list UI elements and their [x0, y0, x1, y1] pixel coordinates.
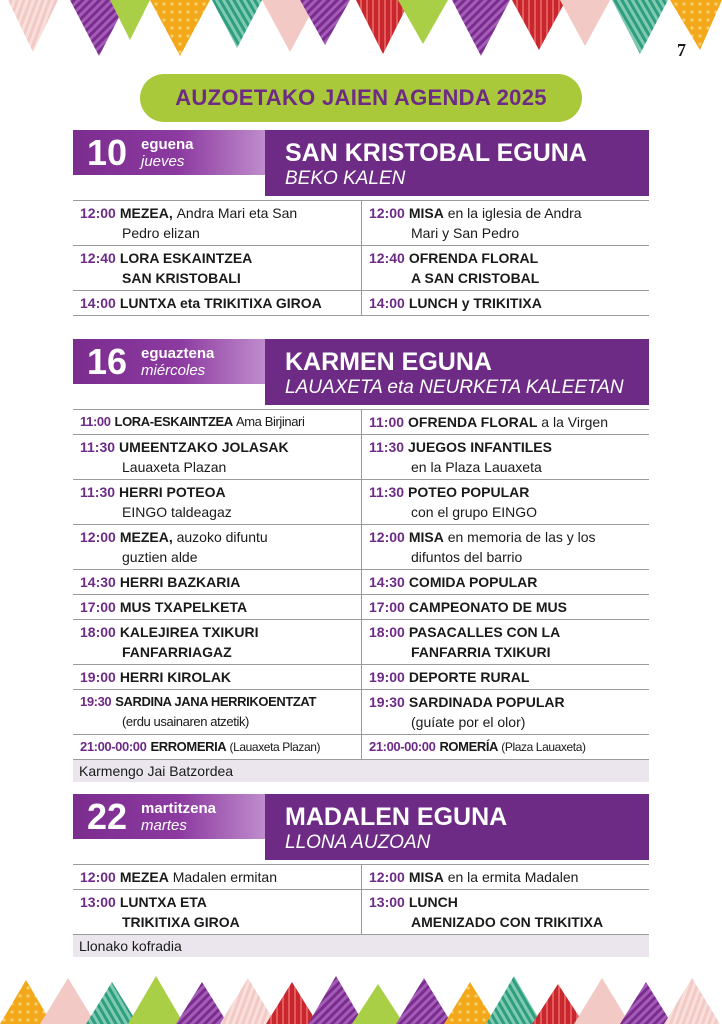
event-name-continued: FANFARRIAGAZ	[122, 644, 232, 660]
event-time: 12:40	[80, 250, 116, 266]
event-description: a la Virgen	[541, 414, 608, 430]
event-name: MISA	[408, 529, 444, 545]
event-time: 12:00	[80, 529, 116, 545]
event-description: Madalen ermitan	[172, 869, 277, 885]
table-row	[73, 690, 649, 735]
event-name: HERRI BAZKARIA	[119, 574, 241, 590]
day-header	[73, 794, 649, 860]
table-row	[73, 620, 649, 665]
event-name: ERROMERIA	[150, 739, 227, 754]
event-name-continued: FANFARRIA TXIKURI	[411, 644, 551, 660]
agenda-title: AUZOETAKO JAIEN AGENDA 2025	[140, 74, 582, 122]
page-number: 7	[677, 40, 686, 60]
day-header	[73, 339, 649, 405]
event-time: 12:00	[369, 869, 405, 885]
spanish-entry	[361, 595, 649, 619]
event-name: OFRENDA FLORAL	[408, 250, 539, 266]
basque-entry	[73, 246, 361, 290]
day-title-block	[265, 339, 649, 405]
event-name-continued: A SAN CRISTOBAL	[411, 270, 540, 286]
event-description: Ama Birjinari	[235, 414, 305, 429]
event-name: MEZEA	[119, 869, 169, 885]
spanish-entry	[361, 890, 649, 934]
day-badge	[73, 130, 265, 175]
spanish-entry	[361, 570, 649, 594]
spanish-entry	[361, 690, 649, 734]
event-time: 18:00	[80, 624, 116, 640]
basque-entry	[73, 865, 361, 889]
event-description-continued: Lauaxeta Plazan	[122, 459, 227, 475]
basque-entry	[73, 620, 361, 664]
day-title: MADALEN EGUNA	[285, 803, 508, 831]
event-time: 19:00	[80, 669, 116, 685]
event-time: 18:00	[369, 624, 405, 640]
event-time: 11:30	[369, 484, 405, 500]
event-time: 19:00	[369, 669, 405, 685]
event-name: MEZEA,	[119, 205, 173, 221]
basque-entry	[73, 690, 361, 734]
event-time: 13:00	[369, 894, 405, 910]
event-time: 17:00	[369, 599, 405, 615]
day-subtitle: LAUAXETA eta NEURKETA KALEETAN	[285, 377, 624, 398]
event-name: JUEGOS INFANTILES	[408, 439, 552, 455]
table-row	[73, 735, 649, 760]
spanish-entry	[361, 620, 649, 664]
day-subtitle: BEKO KALEN	[285, 168, 406, 189]
event-time: 11:30	[80, 484, 116, 500]
table-row	[73, 890, 649, 935]
day-section-16	[73, 339, 649, 782]
event-description: en memoria de las y los	[447, 529, 596, 545]
event-name: MEZEA,	[119, 529, 173, 545]
table-row	[73, 480, 649, 525]
event-description-continued: Pedro elizan	[122, 225, 200, 241]
event-time: 14:00	[369, 295, 405, 311]
event-description-continued: Mari y San Pedro	[411, 225, 520, 241]
weekday-basque: eguena	[141, 135, 194, 153]
event-time: 19:30	[80, 694, 112, 709]
table-row	[73, 595, 649, 620]
table-row	[73, 291, 649, 316]
event-name: LUNTXA ETA	[119, 894, 207, 910]
event-time: 14:00	[80, 295, 116, 311]
event-time: 12:00	[80, 869, 116, 885]
event-description-continued: (guíate por el olor)	[411, 714, 526, 730]
event-name: UMEENTZAKO JOLASAK	[119, 439, 289, 455]
event-name-continued: AMENIZADO CON TRIKITIXA	[411, 914, 604, 930]
event-description: Andra Mari eta San	[176, 205, 298, 221]
day-title: KARMEN EGUNA	[285, 348, 492, 376]
event-name: MISA	[408, 205, 444, 221]
event-time: 17:00	[80, 599, 116, 615]
event-time: 14:30	[369, 574, 405, 590]
event-description-continued: EINGO taldeagaz	[122, 504, 232, 520]
day-title: SAN KRISTOBAL EGUNA	[285, 139, 587, 167]
event-description-continued: con el grupo EINGO	[411, 504, 538, 520]
event-name: LUNCH	[408, 894, 458, 910]
schedule-table	[73, 409, 649, 760]
weekday-basque: martitzena	[141, 799, 217, 817]
event-name: COMIDA POPULAR	[408, 574, 538, 590]
event-time: 14:30	[80, 574, 116, 590]
bunting-decoration-top	[0, 0, 722, 60]
event-time: 11:30	[80, 439, 116, 455]
spanish-entry	[361, 865, 649, 889]
spanish-entry	[361, 480, 649, 524]
organizer-label: Karmengo Jai Batzordea	[73, 760, 649, 782]
basque-entry	[73, 525, 361, 569]
basque-entry	[73, 735, 361, 759]
day-subtitle: LLONA AUZOAN	[285, 832, 431, 853]
event-name: DEPORTE RURAL	[408, 669, 530, 685]
spanish-entry	[361, 665, 649, 689]
bunting-decoration-bottom	[0, 976, 722, 1024]
event-description: en la ermita Madalen	[447, 869, 579, 885]
spanish-entry	[361, 435, 649, 479]
event-name: CAMPEONATO DE MUS	[408, 599, 567, 615]
table-row	[73, 665, 649, 690]
spanish-entry	[361, 410, 649, 434]
spanish-entry	[361, 201, 649, 245]
event-description-continued: difuntos del barrio	[411, 549, 523, 565]
event-name: SARDINA JANA HERRIKOENTZAT	[115, 694, 316, 709]
basque-entry	[73, 570, 361, 594]
day-badge	[73, 339, 265, 384]
event-name: MISA	[408, 869, 444, 885]
event-location: (Plaza Lauaxeta)	[501, 740, 586, 754]
schedule-table	[73, 864, 649, 935]
event-name: KALEJIREA TXIKURI	[119, 624, 259, 640]
basque-entry	[73, 890, 361, 934]
day-number: 16	[86, 340, 128, 382]
event-name: ROMERÍA	[439, 739, 499, 754]
spanish-entry	[361, 246, 649, 290]
event-time: 21:00-00:00	[80, 739, 147, 754]
day-title-block	[265, 794, 649, 860]
event-time: 19:30	[369, 694, 405, 710]
basque-entry	[73, 201, 361, 245]
event-name-continued: TRIKITIXA GIROA	[122, 914, 240, 930]
schedule-table	[73, 200, 649, 316]
basque-entry	[73, 480, 361, 524]
spanish-entry	[361, 525, 649, 569]
event-name: PASACALLES CON LA	[408, 624, 561, 640]
day-number: 10	[86, 131, 128, 173]
event-description: auzoko difuntu	[176, 529, 268, 545]
event-name: LUNCH y TRIKITIXA	[408, 295, 542, 311]
table-row	[73, 525, 649, 570]
basque-entry	[73, 410, 361, 434]
basque-entry	[73, 435, 361, 479]
basque-entry	[73, 665, 361, 689]
basque-entry	[73, 291, 361, 315]
event-name: HERRI POTEOA	[119, 484, 226, 500]
event-time: 11:30	[369, 439, 405, 455]
event-name: HERRI KIROLAK	[119, 669, 232, 685]
weekday-spanish: jueves	[141, 152, 185, 170]
event-time: 11:00	[80, 414, 111, 429]
table-row	[73, 435, 649, 480]
event-name: SARDINADA POPULAR	[408, 694, 565, 710]
event-name: MUS TXAPELKETA	[119, 599, 248, 615]
weekday-spanish: miércoles	[141, 361, 206, 379]
event-description-continued: guztien alde	[122, 549, 198, 565]
table-row	[73, 201, 649, 246]
day-section-22	[73, 794, 649, 957]
event-time: 12:40	[369, 250, 405, 266]
event-time: 12:00	[369, 529, 405, 545]
day-section-10	[73, 130, 649, 316]
organizer-label: Llonako kofradia	[73, 935, 649, 957]
event-name: OFRENDA FLORAL	[408, 414, 538, 430]
event-name: LUNTXA eta TRIKITIXA GIROA	[119, 295, 322, 311]
spanish-entry	[361, 291, 649, 315]
table-row	[73, 865, 649, 890]
day-number: 22	[86, 795, 128, 837]
day-badge	[73, 794, 265, 839]
event-time: 21:00-00:00	[369, 739, 436, 754]
day-title-block	[265, 130, 649, 196]
event-name: LORA-ESKAINTZEA	[114, 414, 233, 429]
day-header	[73, 130, 649, 196]
event-name: POTEO POPULAR	[408, 484, 530, 500]
event-time: 13:00	[80, 894, 116, 910]
event-location: (Lauaxeta Plazan)	[229, 740, 321, 754]
table-row	[73, 410, 649, 435]
event-time: 11:00	[369, 414, 405, 430]
spanish-entry	[361, 735, 649, 759]
event-name-continued: SAN KRISTOBALI	[122, 270, 241, 286]
event-time: 12:00	[369, 205, 405, 221]
event-time: 12:00	[80, 205, 116, 221]
event-name: LORA ESKAINTZEA	[119, 250, 253, 266]
event-description-continued: (erdu usainaren atzetik)	[122, 714, 249, 729]
table-row	[73, 246, 649, 291]
table-row	[73, 570, 649, 595]
event-description-continued: en la Plaza Lauaxeta	[411, 459, 542, 475]
event-description: en la iglesia de Andra	[447, 205, 582, 221]
weekday-basque: eguaztena	[141, 344, 215, 362]
basque-entry	[73, 595, 361, 619]
weekday-spanish: martes	[141, 816, 187, 834]
